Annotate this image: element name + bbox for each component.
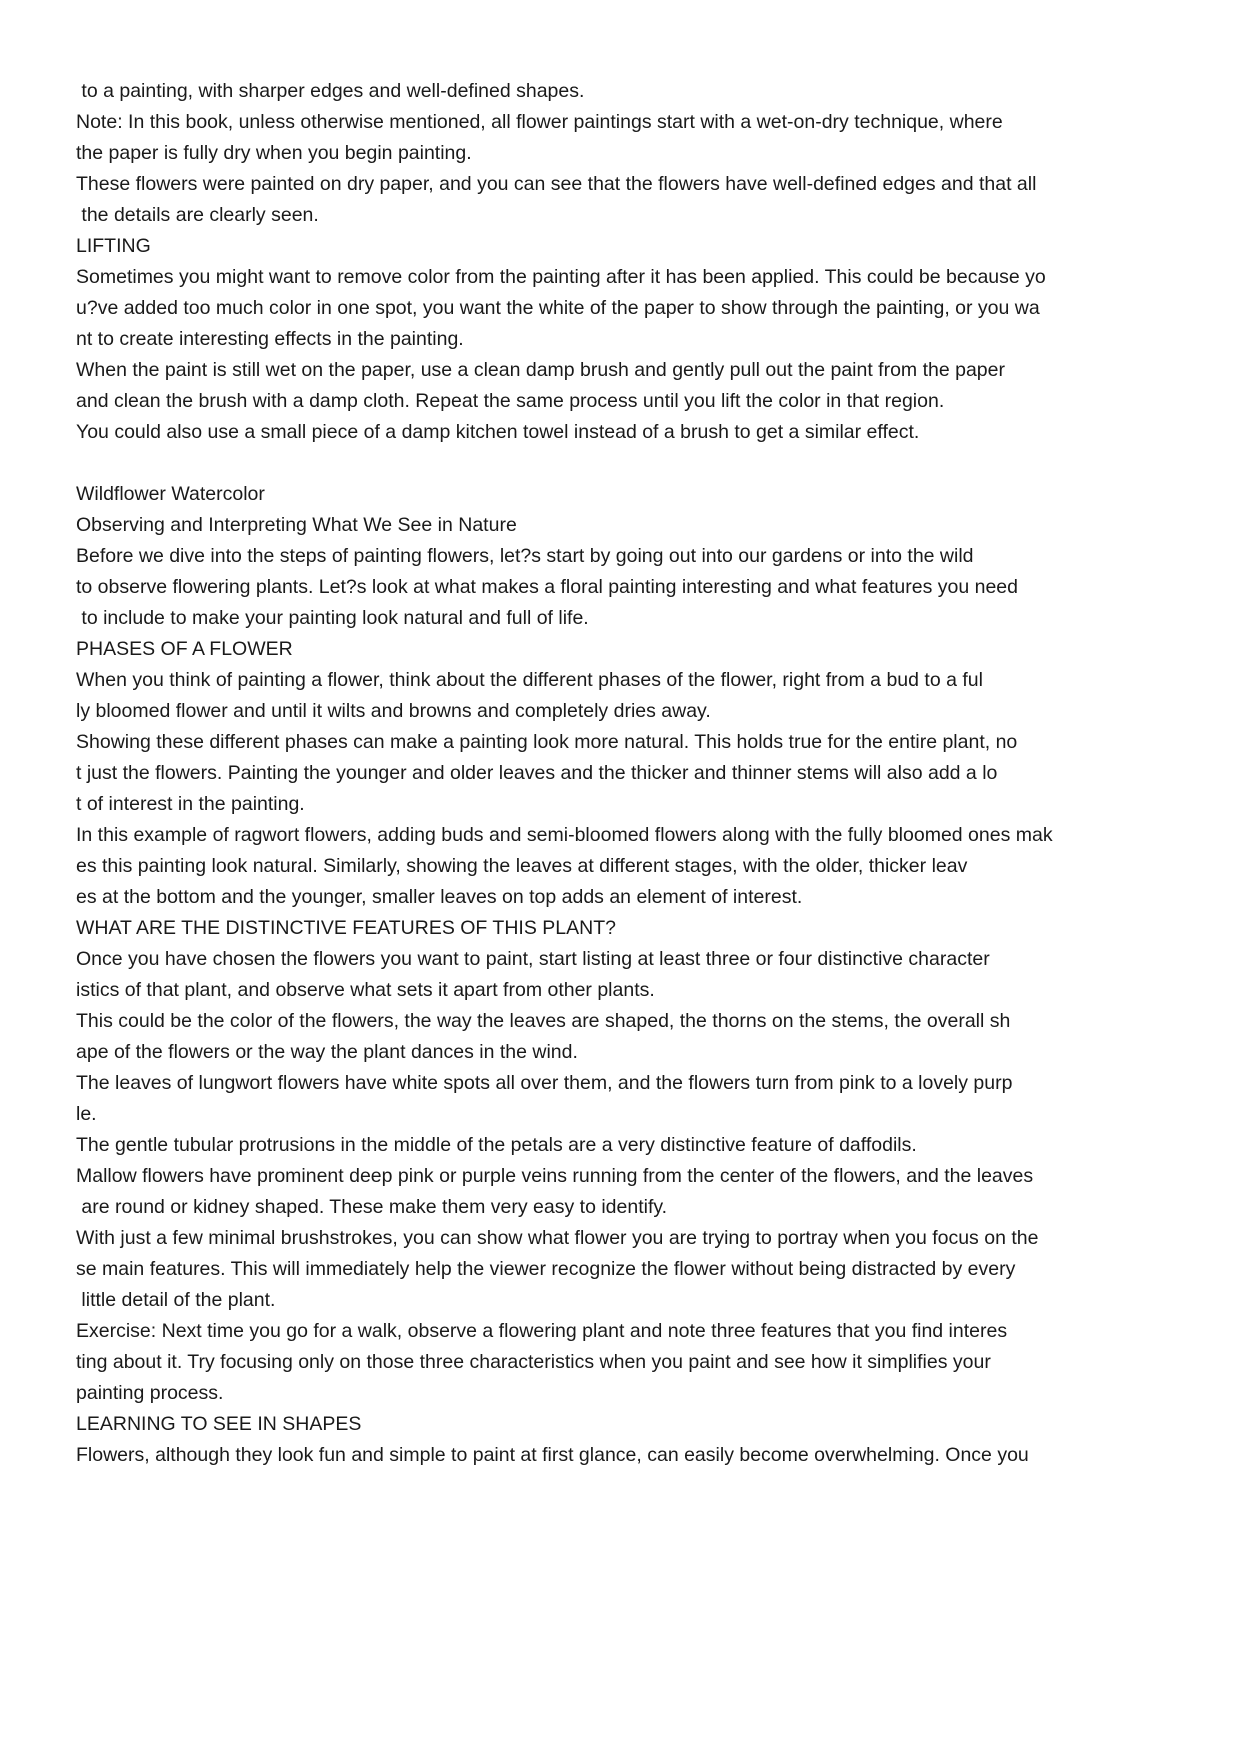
text-line: ape of the flowers or the way the plant dances in the wind.	[76, 1041, 578, 1063]
text-line: Once you have chosen the flowers you want to paint, start listing at least three or four distinctive character	[76, 948, 990, 970]
text-line: and clean the brush with a damp cloth. Repeat the same process until you lift the color in that region.	[76, 390, 945, 412]
text-line: When you think of painting a flower, think about the different phases of the flower, right from a bud to a ful	[76, 669, 983, 691]
text-line: the details are clearly seen.	[76, 204, 319, 226]
section-heading: WHAT ARE THE DISTINCTIVE FEATURES OF THIS PLANT?	[76, 917, 616, 939]
text-line: With just a few minimal brushstrokes, you can show what flower you are trying to portray when you focus on the	[76, 1227, 1039, 1249]
text-line: to include to make your painting look natural and full of life.	[76, 607, 589, 629]
text-line: istics of that plant, and observe what sets it apart from other plants.	[76, 979, 655, 1001]
text-line: nt to create interesting effects in the painting.	[76, 328, 464, 350]
text-line: little detail of the plant.	[76, 1289, 276, 1311]
text-line: es this painting look natural. Similarly, showing the leaves at different stages, with the older, thicker leav	[76, 855, 968, 877]
text-line: t of interest in the painting.	[76, 793, 305, 815]
text-line: the paper is fully dry when you begin painting.	[76, 142, 472, 164]
text-line: Note: In this book, unless otherwise mentioned, all flower paintings start with a wet-on-dry technique, where	[76, 111, 1003, 133]
text-line: u?ve added too much color in one spot, you want the white of the paper to show through the painting, or you wa	[76, 297, 1040, 319]
text-line: You could also use a small piece of a damp kitchen towel instead of a brush to get a similar effect.	[76, 421, 920, 443]
chapter-title: Wildflower Watercolor	[76, 483, 265, 505]
section-heading: LIFTING	[76, 235, 151, 257]
text-line: Flowers, although they look fun and simple to paint at first glance, can easily become overwhelming. Once you	[76, 1444, 1029, 1466]
text-line: When the paint is still wet on the paper, use a clean damp brush and gently pull out the paint from the paper	[76, 359, 1005, 381]
text-line: le.	[76, 1103, 97, 1125]
text-line: These flowers were painted on dry paper, and you can see that the flowers have well-defined edges and that all	[76, 173, 1037, 195]
text-line: se main features. This will immediately help the viewer recognize the flower without being distracted by every	[76, 1258, 1016, 1280]
text-line: Mallow flowers have prominent deep pink or purple veins running from the center of the flowers, and the leaves	[76, 1165, 1034, 1187]
text-line: ly bloomed flower and until it wilts and browns and completely dries away.	[76, 700, 711, 722]
text-line: Showing these different phases can make a painting look more natural. This holds true for the entire plant, no	[76, 731, 1018, 753]
text-line: Before we dive into the steps of painting flowers, let?s start by going out into our gardens or into the wild	[76, 545, 974, 567]
text-line: t just the flowers. Painting the younger and older leaves and the thicker and thinner stems will also add a lo	[76, 762, 998, 784]
text-line: es at the bottom and the younger, smaller leaves on top adds an element of interest.	[76, 886, 803, 908]
text-line: The gentle tubular protrusions in the middle of the petals are a very distinctive feature of daffodils.	[76, 1134, 917, 1156]
body-text	[76, 76, 1176, 1471]
section-heading: LEARNING TO SEE IN SHAPES	[76, 1413, 362, 1435]
text-line: to a painting, with sharper edges and well-defined shapes.	[76, 80, 585, 102]
text-line: Exercise: Next time you go for a walk, observe a flowering plant and note three features that you find interes	[76, 1320, 1008, 1342]
text-line: are round or kidney shaped. These make them very easy to identify.	[76, 1196, 668, 1218]
blank-line	[76, 448, 1176, 479]
text-line: In this example of ragwort flowers, adding buds and semi-bloomed flowers along with the fully bloomed ones mak	[76, 824, 1053, 846]
chapter-subtitle: Observing and Interpreting What We See in Nature	[76, 514, 517, 536]
text-line: painting process.	[76, 1382, 224, 1404]
text-line: Sometimes you might want to remove color from the painting after it has been applied. This could be because yo	[76, 266, 1046, 288]
text-line: This could be the color of the flowers, the way the leaves are shaped, the thorns on the stems, the overall sh	[76, 1010, 1011, 1032]
text-line: to observe flowering plants. Let?s look at what makes a floral painting interesting and what features you need	[76, 576, 1018, 598]
text-line: ting about it. Try focusing only on those three characteristics when you paint and see how it simplifies your	[76, 1351, 991, 1373]
text-line: The leaves of lungwort flowers have white spots all over them, and the flowers turn from pink to a lovely purp	[76, 1072, 1013, 1094]
section-heading: PHASES OF A FLOWER	[76, 638, 293, 660]
